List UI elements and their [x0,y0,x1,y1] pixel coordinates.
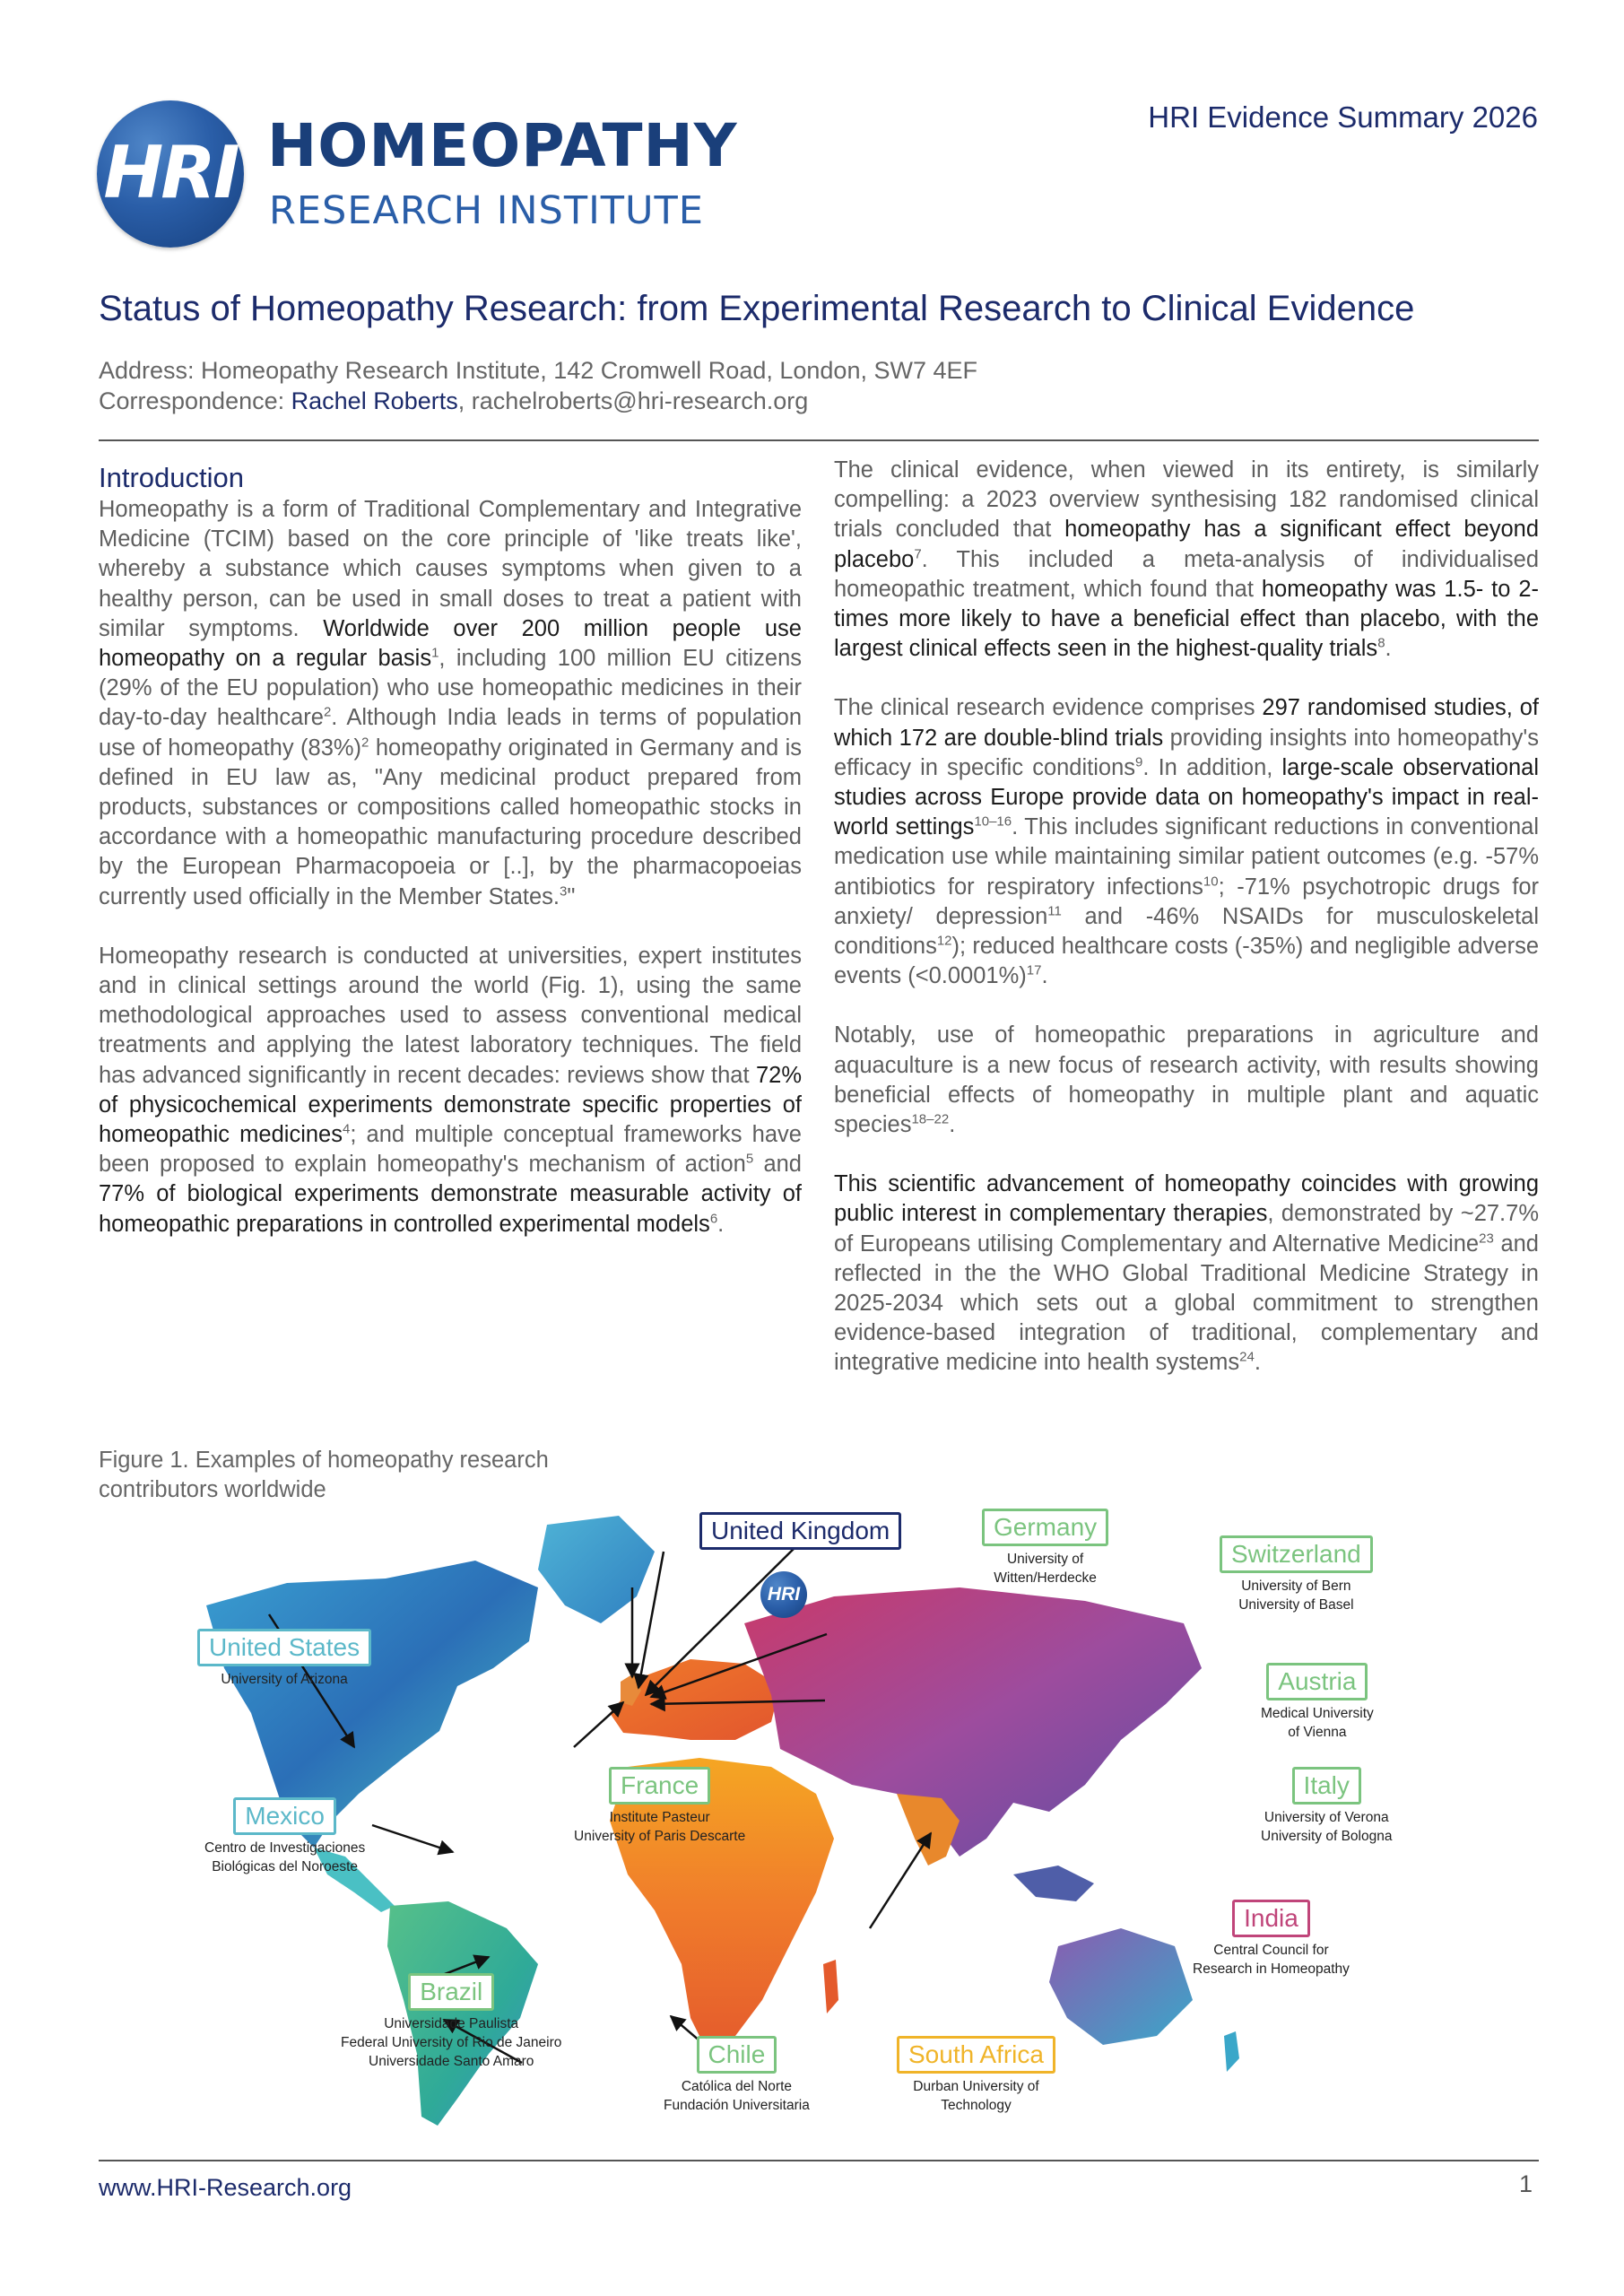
map-label-institutions: University of Verona University of Bologna [1261,1810,1393,1844]
citation: 7 [914,546,922,562]
section-heading-introduction: Introduction [99,462,244,493]
citation: 5 [745,1151,754,1167]
map-label-country: United States [197,1629,371,1666]
text-run: Homeopathy is a form of Traditional Complementary and Integrative Medicine (TCIM) based on the core principle of 'like treats like', whereby a substance which causes symptoms when given to a healthy person, can be used in small doses to treat a patient with similar symptoms. [99,497,802,641]
citation: 4 [342,1121,351,1137]
text-run: and [753,1152,802,1178]
citation: 9 [1135,754,1143,770]
hri-map-badge: HRI [760,1571,807,1618]
text-run: . [1041,963,1048,989]
text-run: ; and multiple conceptual frameworks have been proposed to explain homeopathy's mechanism of action [99,1122,802,1178]
highlight-run: 297 randomised studies, of which 172 are double-blind trials [834,695,1540,751]
map-label-germany [982,1509,1108,1587]
agriculture-paragraph [834,1021,1539,1140]
text-run: . In addition, [1142,754,1282,780]
map-label-institutions: University of Bern University of Basel [1238,1578,1354,1613]
text-run: . This includes significant reductions in conventional medication use while maintaining similar patient outcomes (e.g. -57% antibiotics for respiratory infections [834,814,1539,900]
text-run: . [1254,1350,1261,1376]
map-label-country: Mexico [233,1797,336,1835]
map-label-institutions: Durban University of Technology [913,2079,1039,2113]
map-label-institutions: University of Arizona [221,1672,348,1687]
highlight-run: homeopathy was 1.5- to 2-times more likely to have a beneficial effect than placebo, with the largest clinical effects seen in the highest-quality trials [834,576,1540,662]
public-interest-paragraph [834,1170,1539,1378]
right-column [834,456,1539,1408]
arrow-mexico [372,1825,453,1852]
citation: 10 [1203,874,1219,890]
highlight-run: homeopathy has a significant effect beyond placebo [834,517,1539,572]
logo-subtitle: RESEARCH INSTITUTE [269,188,704,233]
map-label-institutions: Centro de Investigaciones Biológicas del Noroeste [204,1840,366,1874]
text-run: . This included a meta-analysis of individualised homeopathic treatment, which found that [834,546,1539,602]
correspondence-prefix: Correspondence: [99,387,291,414]
arrow-india [870,1833,931,1928]
citation: 17 [1026,962,1042,978]
map-label-country: United Kingdom [699,1512,901,1550]
address-line: Address: Homeopathy Research Institute, 142 Cromwell Road, London, SW7 4EF [99,357,977,384]
text-run: , including 100 million EU citizens (29% of the EU population) who use homeopathic medicines in their day-to-day healthcare [99,646,803,731]
map-label-united-kingdom [699,1512,901,1550]
map-label-switzerland [1220,1535,1373,1614]
text-run: Notably, use of homeopathic preparations in agriculture and aquaculture is a new focus of research activity, with results showing beneficial effects of homeopathy in multiple plant and aquatic species [834,1022,1539,1138]
map-label-brazil [341,1973,561,2071]
map-label-south-africa [897,2036,1055,2115]
page-number: 1 [1518,2170,1533,2197]
intro-paragraph-1 [99,495,802,912]
text-run: . [717,1211,725,1237]
world-map-figure [152,1498,1471,2144]
left-column [99,461,802,1269]
map-label-institutions: Universidade Paulista Federal University of Rio de Janeiro Universidade Santo Amaro [341,2016,562,2069]
text-run: . [949,1112,956,1138]
document-title: Status of Homeopathy Research: from Experimental Research to Clinical Evidence [99,289,1415,328]
clinical-paragraph-2 [834,693,1539,991]
highlight-run: Worldwide over 200 million people use homeopathy on a regular basis [99,615,802,672]
southeast-asia-islands [1013,1866,1094,1901]
citation: 1 [431,645,439,661]
text-run: and -46% NSAIDs for musculoskeletal conditions [834,903,1539,960]
text-run: The clinical research evidence comprises [834,695,1263,721]
citation: 2 [361,735,369,751]
map-label-institutions: Central Council for Research in Homeopathy [1193,1943,1350,1977]
citation: 8 [1377,635,1385,651]
footer-website-link[interactable]: www.HRI-Research.org [99,2174,352,2201]
text-run: providing insights into homeopathy's efficacy in specific conditions [834,725,1539,780]
map-label-country: Germany [982,1509,1108,1546]
text-run: . [1385,636,1392,662]
hri-logo-emblem [97,100,244,248]
citation: 18–22 [911,1111,950,1127]
text-run: , demonstrated by ~27.7% of Europeans utilising Complementary and Alternative Medicine [834,1201,1539,1257]
citation: 2 [323,704,332,720]
map-label-chile [664,2036,810,2115]
map-label-institutions: University of Witten/Herdecke [994,1552,1097,1586]
intro-paragraph-2 [99,942,802,1239]
citation: 12 [936,933,952,949]
correspondence-email: , rachelroberts@hri-research.org [457,387,809,414]
map-label-mexico [204,1797,365,1876]
greenland-landmass [538,1516,655,1623]
correspondence-name: Rachel Roberts [291,387,458,414]
map-label-italy [1261,1767,1392,1846]
map-label-institutions: Institute Pasteur University of Paris Descarte [574,1810,746,1844]
citation: 6 [709,1211,718,1227]
map-label-france [574,1767,745,1846]
australia-landmass [1049,1928,1193,2045]
highlight-run: large-scale observational studies across Europe provide data on homeopathy's impact in real-world settings [834,754,1539,840]
map-label-country: South Africa [897,2036,1055,2074]
footer-divider [99,2160,1539,2161]
text-run: Homeopathy research is conducted at universities, expert institutes and in clinical settings around the world (Fig. 1), using the same methodological approaches used to assess conventional medical treatments and applying the latest laboratory techniques. The field has advanced significantly in recent decades: reviews show that [99,943,802,1088]
map-label-austria [1261,1663,1374,1742]
text-run: homeopathy originated in Germany and is defined in EU law as, "Any medicinal product prepared from products, substances or compositions called homeopathic stocks in accordance with a homeopathic manufacturing procedure described by the European Pharmacopoeia or [..], by the pharmacopoeias currently used officially in the Member States. [99,735,802,909]
text-run: ; -71% psychotropic drugs for anxiety/ depression [834,874,1539,929]
figure-caption: Figure 1. Examples of homeopathy research contributors worldwide [99,1448,549,1502]
highlight-run: This scientific advancement of homeopathy coincides with growing public interest in complementary therapies [834,1171,1539,1227]
report-label: HRI Evidence Summary 2026 [1148,100,1538,134]
citation: 24 [1239,1349,1255,1365]
correspondence-line [99,387,808,415]
header-divider [99,439,1539,441]
map-label-country: Italy [1292,1767,1361,1805]
map-label-country: India [1232,1900,1310,1937]
map-label-country: Brazil [408,1973,494,2011]
clinical-paragraph-1 [834,456,1539,664]
map-label-country: Chile [697,2036,777,2074]
map-label-institutions: Medical University of Vienna [1261,1706,1374,1740]
arrow-france [574,1702,623,1747]
text-run: and reflected in the the WHO Global Traditional Medicine Strategy in 2025-2034 which sets out a global commitment to strengthen evidence-based integration of traditional, complementary and integrative medicine into health systems [834,1231,1539,1376]
map-label-country: Switzerland [1220,1535,1373,1573]
text-run: . Although India leads in terms of population use of homeopathy (83%) [99,705,802,761]
map-label-country: France [609,1767,710,1805]
text-run: The clinical evidence, when viewed in its entirety, is similarly compelling: a 2023 overview synthesising 182 randomised clinical trials concluded that [834,457,1539,543]
logo-title: HOMEOPATHY [267,111,738,180]
citation: 3 [560,883,568,900]
citation: 23 [1479,1231,1494,1247]
text-run: ); reduced healthcare costs (-35%) and negligible adverse events (<0.0001%) [834,934,1539,989]
logo-initials: HRI [103,131,238,214]
map-label-country: Austria [1266,1663,1368,1700]
citation: 10–16 [974,813,1012,830]
highlight-run: 72% of physicochemical experiments demonstrate specific properties of homeopathic medicines [99,1062,802,1148]
map-label-united-states [197,1629,371,1689]
highlight-run: 77% of biological experiments demonstrate measurable activity of homeopathic preparations in controlled experimental models [99,1181,802,1237]
new-zealand-landmass [1224,2031,1239,2072]
map-label-india [1193,1900,1350,1979]
madagascar-landmass [823,1960,838,2013]
citation: 11 [1047,903,1062,919]
hri-logo [97,100,738,253]
map-label-institutions: Católica del Norte Fundación Universitaria [664,2079,810,2113]
text-run: " [567,883,576,909]
